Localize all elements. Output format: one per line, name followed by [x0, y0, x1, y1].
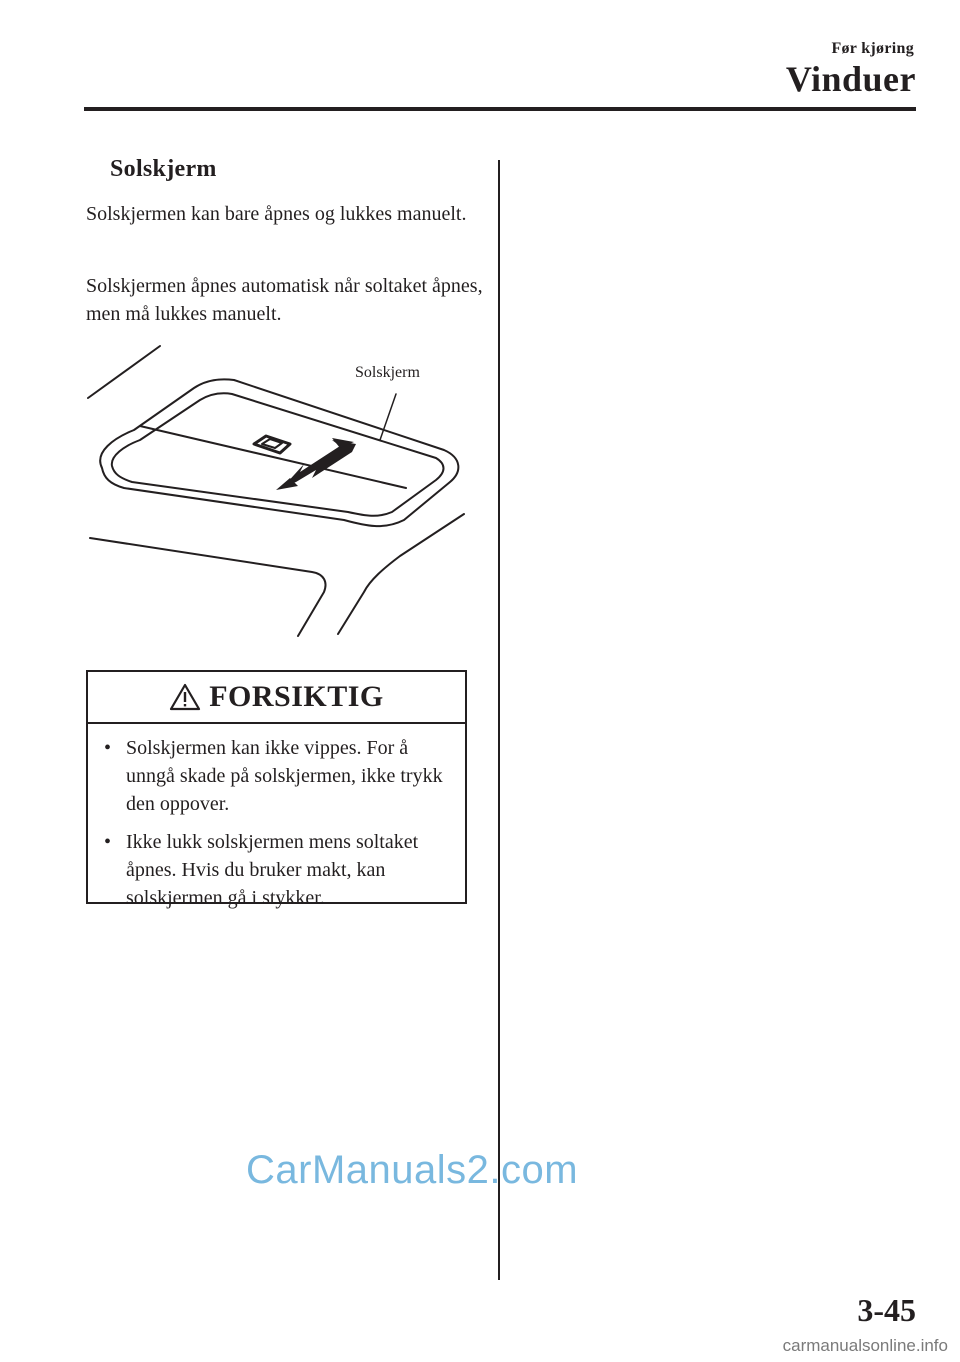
- column-divider: [498, 160, 500, 1280]
- paragraph-1: Solskjermen kan bare åpnes og lukkes manuelt.: [86, 203, 467, 225]
- sunshade-illustration: [84, 340, 484, 640]
- caution-item-text: Solskjermen kan ikke vippes. For å unngå skade på solskjermen, ikke trykk den oppover.: [126, 737, 443, 815]
- figure-label: Solskjerm: [355, 364, 420, 381]
- page-number: 3-45: [857, 1292, 916, 1328]
- watermark: CarManuals2.com: [246, 1148, 579, 1192]
- footer-site: carmanualsonline.info: [782, 1336, 948, 1355]
- header-section: Før kjøring: [831, 40, 914, 57]
- header-rule: [84, 107, 916, 111]
- caution-list: [88, 724, 465, 912]
- section-heading: Solskjerm: [110, 156, 217, 182]
- paragraph-2: Solskjermen åpnes automatisk når soltaket åpnes, men må lukkes manuelt.: [86, 275, 483, 325]
- bullet-icon: •: [104, 831, 112, 853]
- page-title: Vinduer: [785, 59, 916, 99]
- caution-item: [88, 734, 455, 818]
- caution-title: FORSIKTIG: [209, 680, 384, 713]
- caution-box: [86, 670, 467, 909]
- caution-header: [88, 672, 465, 724]
- caution-item: [88, 828, 455, 912]
- warning-triangle-icon: [169, 683, 201, 711]
- caution-item-text: Ikke lukk solskjermen mens soltaket åpnes. Hvis du bruker makt, kan solskjermen gå i stykker.: [126, 831, 419, 909]
- bullet-icon: •: [104, 737, 112, 759]
